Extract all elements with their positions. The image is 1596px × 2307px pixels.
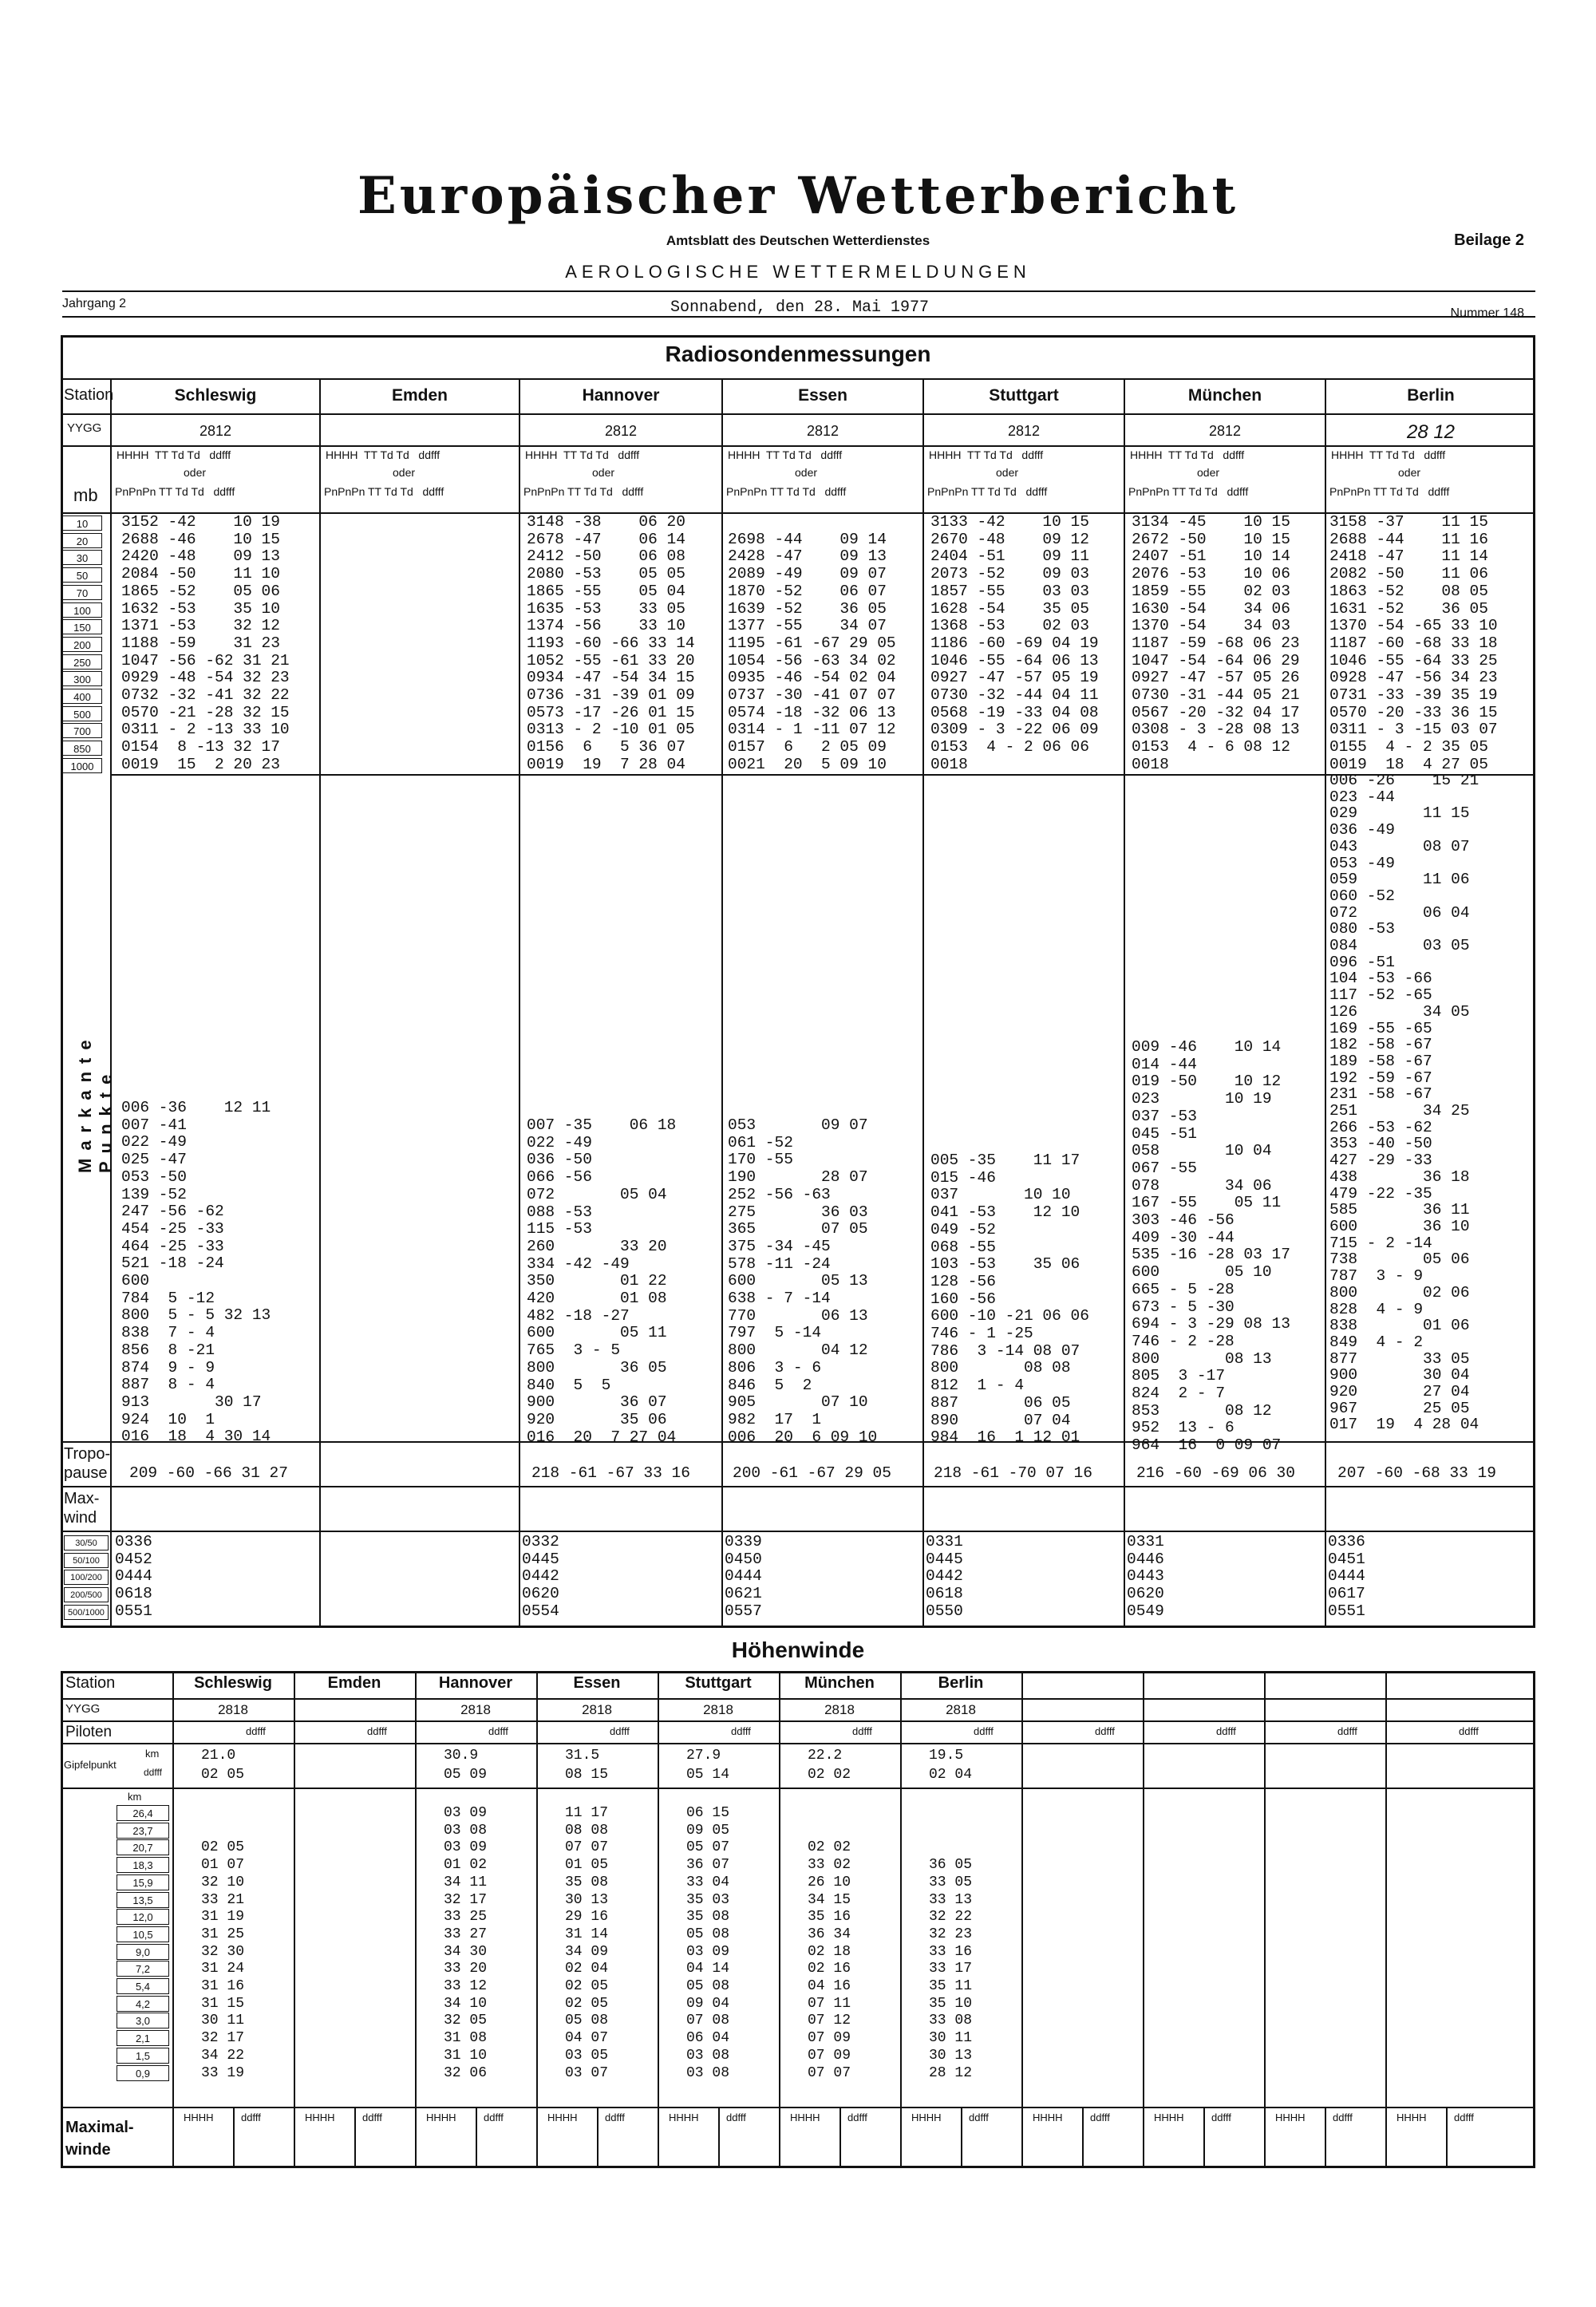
std-levels-berlin: 3158 -37 11 15 2688 -44 11 16 2418 -47 11 14 2082 -50 11 06 1863 -52 08 05 1631 -52 36 05 1370 -54 -65 33 10 1187 -60 -68 33 18 1046 -55 -64 33 25 0928 -47 -56 34 23 0731 -33 -39 35 19 0570 -20 -33 36 15 0311 - 3 -15 03 07 0155 4 - 2 35 05 0019 18 4 27 05 bbox=[1329, 513, 1498, 773]
markante-muenchen: 009 -46 10 14 014 -44 019 -50 10 12 023 10 19 037 -53 045 -51 058 10 04 067 -55 078 34 06 167 -55 05 11 303 -46 -56 409 -30 -44 535 -16 -28 03 17 600 05 10 665 - 5 -28 673 - 5 -30 694 - 3 -29 08 13 746 - 2 -28 800 08 13 805 3 -17 824 2 - 7 853 08 12 952 13 - 6 964 16 0 09 07 bbox=[1132, 1038, 1290, 1455]
maxwind-ddfff-5: ddfff bbox=[847, 2111, 867, 2123]
maxwind-label: Max- wind bbox=[64, 1490, 100, 1527]
maxwind-ddfff-4: ddfff bbox=[726, 2111, 746, 2123]
col-line bbox=[319, 378, 321, 1628]
maxwind-hhhh-6: HHHH bbox=[911, 2111, 942, 2123]
grid-line bbox=[779, 1671, 780, 2168]
height-label: 3,0 bbox=[117, 2013, 169, 2029]
issue-date: Sonnabend, den 28. Mai 1977 bbox=[670, 298, 930, 317]
mb-level: 10 bbox=[62, 516, 102, 531]
maxwind-hhhh-3: HHHH bbox=[547, 2111, 578, 2123]
row-line bbox=[61, 1486, 1535, 1487]
maxwind-subline bbox=[718, 2107, 720, 2168]
yygg-label: YYGG bbox=[67, 421, 102, 435]
height-label: 15,9 bbox=[117, 1874, 169, 1890]
station-essen: Essen bbox=[798, 386, 847, 405]
height-label: 20,7 bbox=[117, 1839, 169, 1855]
wind-yygg-5: 2818 bbox=[824, 1702, 855, 1717]
row-line bbox=[61, 378, 1535, 380]
maximalwinde-label: Maximal- winde bbox=[65, 2119, 134, 2159]
mb-level: 100 bbox=[62, 602, 102, 618]
grid-line bbox=[61, 1698, 1535, 1700]
layer-label: 500/1000 bbox=[64, 1605, 109, 1620]
layers-stuttgart: 0331 0445 0442 0618 0550 bbox=[926, 1533, 963, 1620]
col-header-bottom: PnPnPn TT Td Td ddfff bbox=[1329, 485, 1450, 498]
std-levels-stuttgart: 3133 -42 10 15 2670 -48 09 12 2404 -51 09 11 2073 -52 09 03 1857 -55 03 03 1628 -54 35 05 1368 -53 02 03 1186 -60 -69 04 19 1046 -55 -64 06 13 0927 -47 -57 05 19 0730 -32 -44 04 11 0568 -19 -33 04 08 0309 - 3 -22 06 09 0153 4 - 2 06 06 0018 bbox=[930, 513, 1099, 773]
col-header-bottom: PnPnPn TT Td Td ddfff bbox=[927, 485, 1048, 498]
mb-level: 30 bbox=[62, 550, 102, 565]
mb-label: mb bbox=[73, 485, 98, 505]
col-header-bottom: PnPnPn TT Td Td ddfff bbox=[523, 485, 644, 498]
radiosonde-title: Radiosondenmessungen bbox=[665, 342, 931, 366]
wind-piloten-label: Piloten bbox=[65, 1724, 113, 1740]
mb-level: 300 bbox=[62, 671, 102, 686]
yygg-value: 2812 bbox=[604, 423, 638, 439]
height-label: 0,9 bbox=[117, 2065, 169, 2081]
height-label: 18,3 bbox=[117, 1857, 169, 1873]
wind-yygg-3: 2818 bbox=[582, 1702, 612, 1717]
std-levels-schleswig: 3152 -42 10 19 2688 -46 10 15 2420 -48 09 13 2084 -50 11 10 1865 -52 05 06 1632 -53 35 10 1371 -53 32 12 1188 -59 31 23 1047 -56 -62 31 21 0929 -48 -54 32 23 0732 -32 -41 32 22 0570 -21 -28 32 15 0311 - 2 -13 33 10 0154 8 -13 32 17 0019 15 2 20 23 bbox=[121, 513, 290, 773]
yygg-value: 2812 bbox=[1208, 423, 1242, 439]
maxwind-hhhh-8: HHHH bbox=[1154, 2111, 1184, 2123]
grid-line bbox=[536, 1671, 538, 2168]
col-header-top: HHHH TT Td Td ddfff bbox=[1331, 448, 1446, 461]
height-label: 2,1 bbox=[117, 2030, 169, 2046]
wind-station-6: Berlin bbox=[938, 1674, 984, 1692]
height-label: 1,5 bbox=[117, 2048, 169, 2064]
mb-level: 850 bbox=[62, 741, 102, 756]
piloten-ddfff-9: ddfff bbox=[1337, 1725, 1357, 1737]
gipfel-km-4: 27.9 bbox=[686, 1748, 721, 1764]
maxwind-hhhh-0: HHHH bbox=[184, 2111, 214, 2123]
maxwind-hhhh-2: HHHH bbox=[426, 2111, 456, 2123]
grid-line bbox=[1385, 1671, 1387, 2168]
maxwind-ddfff-3: ddfff bbox=[605, 2111, 625, 2123]
markante-berlin: 006 -26 15 21 023 -44 029 11 15 036 -49 043 08 07 053 -49 059 11 06 060 -52 072 06 04 080 -53 084 03 05 096 -51 104 -53 -66 117 -52 -65 126 34 05 169 -55 -65 182 -58 -67 189 -58 -67 192 -59 -67 231 -58 -67 251 34 25 266 -53 -62 353 -40 -50 427 -29 -33 438 36 18 479 -22 -35 585 36 11 600 36 10 715 - 2 -14 738 05 06 787 3 - 9 800 02 06 828 4 - 9 838 01 06 849 4 - 2 877 33 05 900 30 04 920 27 04 967 25 05 017 19 4 28 04 bbox=[1329, 772, 1479, 1434]
gipfelpunkt-label: Gipfelpunkt bbox=[64, 1759, 117, 1771]
grid-line bbox=[172, 1671, 174, 2168]
page-title: Europäischer Wetterbericht bbox=[358, 166, 1238, 226]
mb-level: 500 bbox=[62, 706, 102, 721]
mb-level: 20 bbox=[62, 533, 102, 548]
col-header-oder: oder bbox=[1398, 466, 1421, 479]
gipfel-dd-2: 05 09 bbox=[444, 1767, 488, 1783]
maxwind-hhhh-1: HHHH bbox=[305, 2111, 335, 2123]
height-label: 12,0 bbox=[117, 1909, 169, 1925]
tropo-stuttgart: 218 -61 -70 07 16 bbox=[934, 1464, 1092, 1482]
wind-col-6: 36 05 33 05 33 13 32 22 32 23 33 16 33 17 35 11 35 10 33 08 30 11 30 13 28 12 bbox=[929, 1857, 973, 2081]
layer-label: 30/50 bbox=[64, 1535, 109, 1551]
maxwind-hhhh-4: HHHH bbox=[669, 2111, 699, 2123]
std-levels-muenchen: 3134 -45 10 15 2672 -50 10 15 2407 -51 10 14 2076 -53 10 06 1859 -55 02 03 1630 -54 34 06 1370 -54 34 03 1187 -59 -68 06 23 1047 -54 -64 06 29 0927 -47 -57 05 26 0730 -31 -44 05 21 0567 -20 -32 04 17 0308 - 3 -28 08 13 0153 4 - 6 08 12 0018 bbox=[1132, 513, 1300, 773]
col-line bbox=[519, 378, 520, 1628]
gipfel-ddfff-label: ddfff bbox=[144, 1767, 162, 1778]
wind-col-3: 11 17 08 08 07 07 01 05 35 08 30 13 29 16 31 14 34 09 02 04 02 05 02 05 05 08 04 07 03 05 03 07 bbox=[565, 1805, 609, 2081]
maxwind-subline bbox=[839, 2107, 841, 2168]
grid-line bbox=[1021, 1671, 1023, 2168]
section-heading: AEROLOGISCHE WETTERMELDUNGEN bbox=[565, 262, 1031, 282]
col-header-top: HHHH TT Td Td ddfff bbox=[728, 448, 843, 461]
gipfel-dd-6: 02 04 bbox=[929, 1767, 973, 1783]
grid-line bbox=[61, 1720, 1535, 1722]
col-header-oder: oder bbox=[184, 466, 207, 479]
gipfel-km-0: 21.0 bbox=[201, 1748, 236, 1764]
maxwind-subline bbox=[1203, 2107, 1205, 2168]
gipfel-km-6: 19.5 bbox=[929, 1748, 964, 1764]
maxwind-hhhh-10: HHHH bbox=[1396, 2111, 1427, 2123]
gipfel-km-2: 30.9 bbox=[444, 1748, 479, 1764]
grid-line bbox=[61, 1743, 1535, 1744]
yygg-value-handwritten: 28 12 bbox=[1406, 421, 1456, 443]
wind-station-label: Station bbox=[65, 1674, 116, 1692]
piloten-ddfff-2: ddfff bbox=[488, 1725, 508, 1737]
station-emden: Emden bbox=[391, 386, 448, 405]
wind-col-5: 02 02 33 02 26 10 34 15 35 16 36 34 02 18 02 16 04 16 07 11 07 12 07 09 07 09 07 07 bbox=[808, 1839, 851, 2081]
col-header-oder: oder bbox=[795, 466, 818, 479]
mb-level: 1000 bbox=[62, 758, 102, 773]
piloten-ddfff-5: ddfff bbox=[852, 1725, 872, 1737]
height-label: 7,2 bbox=[117, 1961, 169, 1977]
col-header-top: HHHH TT Td Td ddfff bbox=[117, 448, 231, 461]
wind-yygg-label: YYGG bbox=[65, 1702, 101, 1716]
wind-yygg-0: 2818 bbox=[218, 1702, 248, 1717]
wind-col-2: 03 09 03 08 03 09 01 02 34 11 32 17 33 25 33 27 34 30 33 20 33 12 34 10 32 05 31 08 31 10 32 06 bbox=[444, 1805, 488, 2081]
maxwind-subline bbox=[1082, 2107, 1084, 2168]
wind-station-1: Emden bbox=[327, 1674, 381, 1692]
wind-yygg-2: 2818 bbox=[460, 1702, 491, 1717]
grid-line bbox=[1264, 1671, 1266, 2168]
gipfel-dd-3: 08 15 bbox=[565, 1767, 609, 1783]
gipfel-km-5: 22.2 bbox=[808, 1748, 843, 1764]
header-rule bbox=[62, 316, 1535, 318]
height-label: 5,4 bbox=[117, 1978, 169, 1994]
beilage-label: Beilage 2 bbox=[1454, 231, 1524, 249]
maxwind-hhhh-9: HHHH bbox=[1275, 2111, 1306, 2123]
piloten-ddfff-10: ddfff bbox=[1459, 1725, 1479, 1737]
jahrgang-label: Jahrgang 2 bbox=[62, 297, 127, 310]
layer-label: 100/200 bbox=[64, 1570, 109, 1585]
markante-schleswig: 006 -36 12 11 007 -41 022 -49 025 -47 053 -50 139 -52 247 -56 -62 454 -25 -33 464 -25 -33 521 -18 -24 600 784 5 -12 800 5 - 5 32 13 838 7 - 4 856 8 -21 874 9 - 9 887 8 - 4 913 30 17 924 10 1 016 18 4 30 14 bbox=[121, 1099, 271, 1446]
height-label: 10,5 bbox=[117, 1926, 169, 1942]
col-header-top: HHHH TT Td Td ddfff bbox=[1130, 448, 1245, 461]
grid-line bbox=[1143, 1671, 1144, 2168]
layers-muenchen: 0331 0446 0443 0620 0549 bbox=[1127, 1533, 1164, 1620]
maxwind-subline bbox=[961, 2107, 962, 2168]
layer-label: 50/100 bbox=[64, 1553, 109, 1568]
height-label: 23,7 bbox=[117, 1823, 169, 1839]
header-rule bbox=[62, 290, 1535, 292]
wind-col-4: 06 15 09 05 05 07 36 07 33 04 35 03 35 08 05 08 03 09 04 14 05 08 09 04 07 08 06 04 03 08 03 08 bbox=[686, 1805, 730, 2081]
mb-level: 150 bbox=[62, 619, 102, 634]
piloten-ddfff-1: ddfff bbox=[367, 1725, 387, 1737]
station-hannover: Hannover bbox=[582, 386, 660, 405]
issue-number: Nummer 148 bbox=[1450, 306, 1524, 320]
yygg-value: 2812 bbox=[806, 423, 839, 439]
height-km-label: km bbox=[128, 1791, 142, 1803]
markante-essen: 053 09 07 061 -52 170 -55 190 28 07 252 -56 -63 275 36 03 365 07 05 375 -34 -45 578 -11 -24 600 05 13 638 - 7 -14 770 06 13 797 5 -14 800 04 12 806 3 - 6 846 5 2 905 07 10 982 17 1 006 20 6 09 10 bbox=[728, 1116, 878, 1446]
maxwind-subline bbox=[476, 2107, 477, 2168]
subtitle: Amtsblatt des Deutschen Wetterdienstes bbox=[666, 233, 930, 248]
tropo-essen: 200 -61 -67 29 05 bbox=[733, 1464, 891, 1482]
grid-line bbox=[294, 1671, 295, 2168]
tropo-schleswig: 209 -60 -66 31 27 bbox=[129, 1464, 288, 1482]
mb-level: 70 bbox=[62, 585, 102, 600]
col-header-bottom: PnPnPn TT Td Td ddfff bbox=[115, 485, 235, 498]
maxwind-subline bbox=[1446, 2107, 1448, 2168]
wind-yygg-4: 2818 bbox=[703, 1702, 733, 1717]
height-label: 26,4 bbox=[117, 1805, 169, 1821]
yygg-value: 2812 bbox=[1007, 423, 1041, 439]
maxwind-ddfff-8: ddfff bbox=[1211, 2111, 1231, 2123]
tropo-hannover: 218 -61 -67 33 16 bbox=[531, 1464, 690, 1482]
wind-station-4: Stuttgart bbox=[685, 1674, 752, 1692]
maxwind-ddfff-7: ddfff bbox=[1090, 2111, 1110, 2123]
height-label: 4,2 bbox=[117, 1996, 169, 2012]
wind-station-0: Schleswig bbox=[194, 1674, 272, 1692]
grid-line bbox=[415, 1671, 417, 2168]
piloten-ddfff-6: ddfff bbox=[974, 1725, 994, 1737]
row-line bbox=[61, 1531, 1535, 1532]
col-line bbox=[721, 378, 723, 1628]
maxwind-hhhh-7: HHHH bbox=[1033, 2111, 1063, 2123]
col-header-bottom: PnPnPn TT Td Td ddfff bbox=[324, 485, 444, 498]
station-schleswig: Schleswig bbox=[174, 386, 257, 405]
markante-punkte-label: Markante Punkte bbox=[75, 1032, 116, 1173]
piloten-ddfff-0: ddfff bbox=[246, 1725, 266, 1737]
piloten-ddfff-4: ddfff bbox=[731, 1725, 751, 1737]
maxwind-subline bbox=[1325, 2107, 1326, 2168]
maxwind-ddfff-0: ddfff bbox=[241, 2111, 261, 2123]
gipfel-km-label: km bbox=[145, 1748, 160, 1760]
col-line bbox=[1325, 378, 1326, 1628]
row-line bbox=[61, 445, 1535, 447]
col-header-top: HHHH TT Td Td ddfff bbox=[929, 448, 1044, 461]
grid-line bbox=[658, 1671, 659, 2168]
markante-hannover: 007 -35 06 18 022 -49 036 -50 066 -56 072 05 04 088 -53 115 -53 260 33 20 334 -42 -49 350 01 22 420 01 08 482 -18 -27 600 05 11 765 3 - 5 800 36 05 840 5 5 900 36 07 920 35 06 016 20 7 27 04 bbox=[527, 1116, 677, 1446]
maxwind-ddfff-1: ddfff bbox=[362, 2111, 382, 2123]
height-label: 9,0 bbox=[117, 1944, 169, 1960]
gipfel-km-3: 31.5 bbox=[565, 1748, 600, 1764]
col-line bbox=[1124, 378, 1125, 1628]
yygg-value: 2812 bbox=[199, 423, 232, 439]
wind-yygg-6: 2818 bbox=[946, 1702, 976, 1717]
station-stuttgart: Stuttgart bbox=[989, 386, 1059, 405]
piloten-ddfff-3: ddfff bbox=[610, 1725, 630, 1737]
layers-hannover: 0332 0445 0442 0620 0554 bbox=[522, 1533, 559, 1620]
maxwind-ddfff-6: ddfff bbox=[969, 2111, 989, 2123]
gipfel-dd-0: 02 05 bbox=[201, 1767, 245, 1783]
col-line bbox=[922, 378, 924, 1628]
grid-line bbox=[61, 1788, 1535, 1789]
mb-level: 50 bbox=[62, 567, 102, 583]
maxwind-subline bbox=[233, 2107, 235, 2168]
layers-essen: 0339 0450 0444 0621 0557 bbox=[725, 1533, 762, 1620]
maxwind-subline bbox=[597, 2107, 598, 2168]
col-header-oder: oder bbox=[393, 466, 416, 479]
grid-line bbox=[61, 2107, 1535, 2108]
markante-stuttgart: 005 -35 11 17 015 -46 037 10 10 041 -53 12 10 049 -52 068 -55 103 -53 35 06 128 -56 160 -56 600 -10 -21 06 06 746 - 1 -25 786 3 -14 08 07 800 08 08 812 1 - 4 887 06 05 890 07 04 984 16 1 12 01 bbox=[930, 1152, 1089, 1447]
hoehenwinde-title: Höhenwinde bbox=[731, 1637, 865, 1662]
layers-schleswig: 0336 0452 0444 0618 0551 bbox=[115, 1533, 152, 1620]
std-levels-hannover: 3148 -38 06 20 2678 -47 06 14 2412 -50 06 08 2080 -53 05 05 1865 -55 05 04 1635 -53 33 05 1374 -56 33 10 1193 -60 -66 33 14 1052 -55 -61 33 20 0934 -47 -54 34 15 0736 -31 -39 01 09 0573 -17 -26 01 15 0313 - 2 -10 01 05 0156 6 5 36 07 0019 19 7 28 04 bbox=[527, 513, 695, 773]
grid-line bbox=[900, 1671, 902, 2168]
tropo-muenchen: 216 -60 -69 06 30 bbox=[1136, 1464, 1295, 1482]
mb-level: 700 bbox=[62, 723, 102, 738]
row-line bbox=[112, 774, 1535, 776]
layers-berlin: 0336 0451 0444 0617 0551 bbox=[1328, 1533, 1365, 1620]
gipfel-dd-4: 05 14 bbox=[686, 1767, 730, 1783]
wind-col-0: 02 05 01 07 32 10 33 21 31 19 31 25 32 30 31 24 31 16 31 15 30 11 32 17 34 22 33 19 bbox=[201, 1839, 245, 2081]
piloten-ddfff-8: ddfff bbox=[1216, 1725, 1236, 1737]
gipfel-dd-5: 02 02 bbox=[808, 1767, 851, 1783]
maxwind-ddfff-9: ddfff bbox=[1333, 2111, 1353, 2123]
station-berlin: Berlin bbox=[1407, 386, 1455, 405]
piloten-ddfff-7: ddfff bbox=[1095, 1725, 1115, 1737]
mb-level: 250 bbox=[62, 654, 102, 670]
wind-station-3: Essen bbox=[573, 1674, 621, 1692]
height-label: 13,5 bbox=[117, 1892, 169, 1908]
std-levels-essen: 2698 -44 09 14 2428 -47 09 13 2089 -49 09 07 1870 -52 06 07 1639 -52 36 05 1377 -55 34 07 1195 -61 -67 29 05 1054 -56 -63 34 02 0935 -46 -54 02 04 0737 -30 -41 07 07 0574 -18 -32 06 13 0314 - 1 -11 07 12 0157 6 2 05 09 0021 20 5 09 10 bbox=[728, 530, 896, 773]
col-header-oder: oder bbox=[1197, 466, 1220, 479]
col-header-top: HHHH TT Td Td ddfff bbox=[525, 448, 640, 461]
wind-station-2: Hannover bbox=[438, 1674, 513, 1692]
col-header-oder: oder bbox=[996, 466, 1019, 479]
maxwind-hhhh-5: HHHH bbox=[790, 2111, 820, 2123]
wind-station-5: München bbox=[804, 1674, 875, 1692]
mb-level: 400 bbox=[62, 689, 102, 704]
col-header-oder: oder bbox=[592, 466, 615, 479]
maxwind-ddfff-2: ddfff bbox=[484, 2111, 504, 2123]
layer-label: 200/500 bbox=[64, 1587, 109, 1602]
station-label: Station bbox=[64, 386, 114, 404]
tropo-berlin: 207 -60 -68 33 19 bbox=[1337, 1464, 1496, 1482]
row-line bbox=[61, 413, 1535, 415]
col-header-bottom: PnPnPn TT Td Td ddfff bbox=[726, 485, 847, 498]
col-header-bottom: PnPnPn TT Td Td ddfff bbox=[1128, 485, 1249, 498]
maxwind-ddfff-10: ddfff bbox=[1454, 2111, 1474, 2123]
col-header-top: HHHH TT Td Td ddfff bbox=[326, 448, 440, 461]
station-muenchen: München bbox=[1187, 386, 1262, 405]
hoehenwinde-table bbox=[61, 1671, 1535, 2168]
mb-level: 200 bbox=[62, 637, 102, 652]
maxwind-subline bbox=[354, 2107, 356, 2168]
tropopause-label: Tropo- pause bbox=[64, 1445, 111, 1482]
